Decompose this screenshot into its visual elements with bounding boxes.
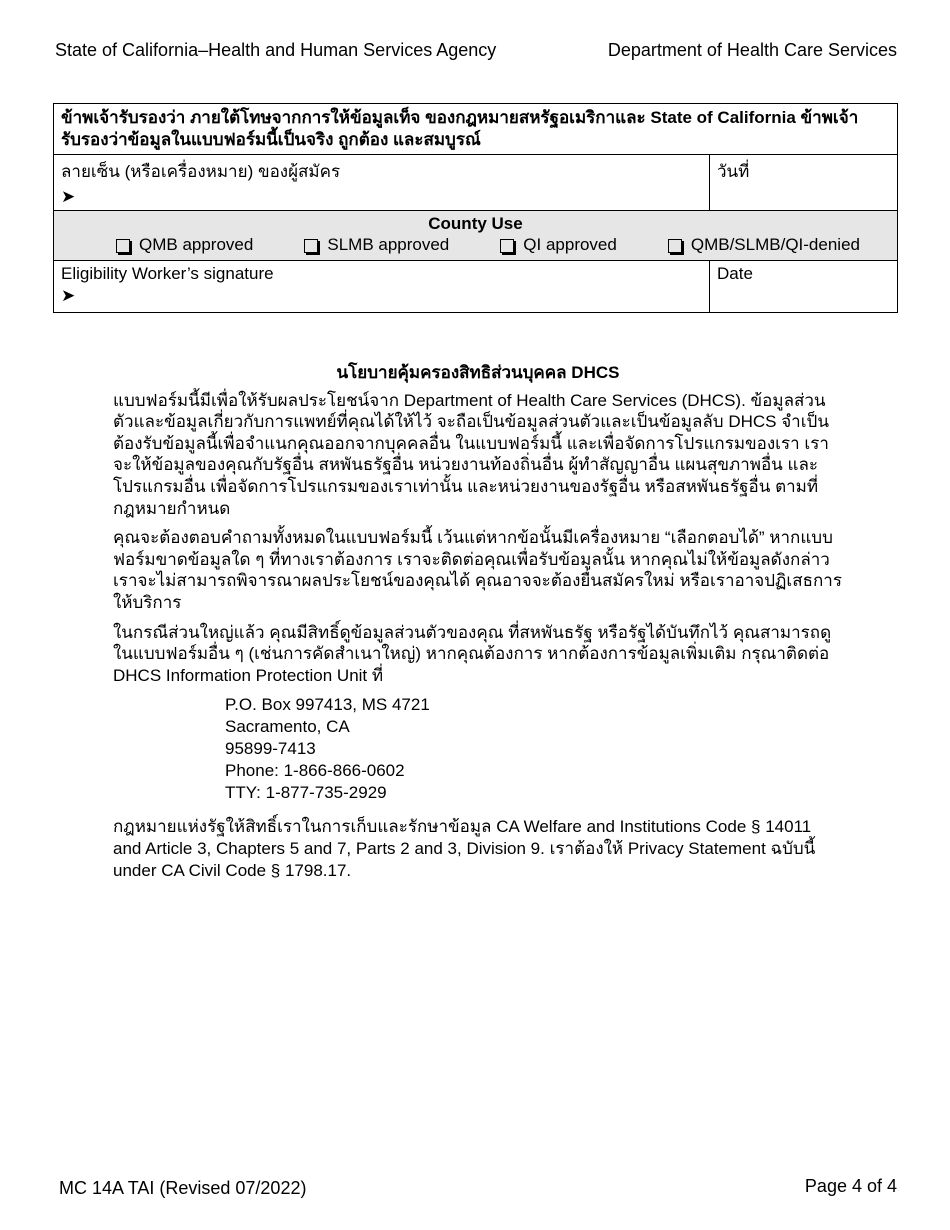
policy-paragraph: แบบฟอร์มนี้มีเพื่อให้รับผลประโยชน์จาก Department of Health Care Services (DHCS). ข้อมูลส่วนตัวและข้อมูลเกี่ยวกับการแพทย์ที่คุณได้ให้ไว้ จะถือเป็นข้อมูลส่วนตัวและเป็นข้อมูลลับ DHCS จำเป็นต้องรับข้อมูลนี้เพื่อจำแนกคุณออกจากบุคคลอื่น ในแบบฟอร์มนี้ และเพื่อจัดการโปรแกรมของเรา เราจะให้ข้อมูลของคุณกับรัฐอื่น สหพันธรัฐอื่น หน่วยงานท้องถิ่นอื่น ผู้ทำสัญญาอื่น แผนสุขภาพอื่น และโปรแกรมอื่น เพื่อจัดการโปรแกรมของเราเท่านั้น และหน่วยงานของรัฐอื่น หรือสหพันธรัฐอื่น ตามที่กฎหมายกำหนด	[113, 390, 829, 518]
phone-line: Phone: 1-866-866-0602	[225, 761, 405, 781]
address-line: P.O. Box 997413, MS 4721	[225, 695, 430, 715]
policy-paragraph: คุณจะต้องตอบคำถามทั้งหมดในแบบฟอร์มนี้ เว้นแต่หากข้อนั้นมีเครื่องหมาย “เลือกตอบได้” หากแบบฟอร์มขาดข้อมูลใด ๆ ที่ทางเราต้องการ เราจะติดต่อคุณเพื่อรับข้อมูลนั้น หากคุณไม่ให้ข้อมูลดังกล่าว เราจะไม่สามารถพิจารณาผลประโยชน์ของคุณได้ คุณอาจจะต้องยื่นสมัครใหม่ หรือเราอาจปฏิเสธการให้บริการ	[113, 528, 842, 612]
checkbox-label: SLMB approved	[327, 235, 450, 254]
checkbox-label: QI approved	[523, 235, 617, 254]
checkbox-icon	[304, 239, 318, 253]
worker-date-field[interactable]	[710, 261, 898, 313]
policy-title: นโยบายคุ้มครองสิทธิส่วนบุคคล DHCS	[336, 363, 620, 382]
applicant-date-label: วันที่	[717, 162, 750, 181]
county-use-title: County Use	[428, 214, 523, 233]
header-department: Department of Health Care Services	[607, 40, 897, 60]
applicant-date-field[interactable]	[710, 155, 898, 211]
checkbox-icon	[668, 239, 682, 253]
checkbox-icon	[116, 239, 130, 253]
worker-signature-field[interactable]	[54, 261, 710, 313]
worker-signature-label: Eligibility Worker’s signature	[61, 264, 274, 283]
checkbox-qmb-approved[interactable]	[116, 235, 253, 255]
policy-paragraph: ในกรณีส่วนใหญ่แล้ว คุณมีสิทธิ์ดูข้อมูลส่วนตัวของคุณ ที่สหพันธรัฐ หรือรัฐได้บันทึกไว้ คุณสามารถดูในแบบฟอร์มอื่น ๆ (เช่นการคัดสำเนาใหญ่) หากคุณต้องการ หากต้องการข้อมูลเพิ่มเติม กรุณาติดต่อ DHCS Information Protection Unit ที่	[113, 622, 832, 685]
privacy-policy	[113, 362, 843, 882]
checkbox-qi-approved[interactable]	[500, 235, 617, 255]
checkbox-label: QMB/SLMB/QI-denied	[690, 235, 860, 254]
checkbox-denied[interactable]	[668, 235, 860, 255]
legal-authority: กฎหมายแห่งรัฐให้สิทธิ์เราในการเก็บและรักษาข้อมูล CA Welfare and Institutions Code § 14011 and Article 3, Chapters 5 and 7, Parts 2 and 3, Division 9. เราต้องให้ Privacy Statement ฉบับนี้ under CA Civil Code § 1798.17.	[113, 817, 816, 881]
applicant-signature-field[interactable]	[54, 155, 710, 211]
county-use-section	[54, 211, 898, 261]
arrow-icon: ➤	[61, 286, 76, 305]
tty-line: TTY: 1-877-735-2929	[225, 783, 387, 803]
checkbox-label: QMB approved	[139, 235, 254, 254]
arrow-icon: ➤	[61, 187, 76, 206]
header-agency: State of California–Health and Human Services Agency	[55, 40, 497, 60]
applicant-signature-label: ลายเซ็น (หรือเครื่องหมาย) ของผู้สมัคร	[61, 162, 341, 181]
certification-statement: ข้าพเจ้ารับรองว่า ภายใต้โทษจากการให้ข้อมูลเท็จ ของกฎหมายสหรัฐอเมริกาและ State of California ข้าพเจ้ารับรองว่าข้อมูลในแบบฟอร์มนี้เป็นจริง ถูกต้อง และสมบูรณ์	[54, 104, 898, 155]
signature-form-table	[53, 103, 898, 313]
page-number: Page 4 of 4	[804, 1176, 897, 1196]
checkbox-slmb-approved[interactable]	[304, 235, 449, 255]
address-line: 95899-7413	[225, 739, 316, 759]
checkbox-icon	[500, 239, 514, 253]
address-line: Sacramento, CA	[225, 717, 350, 737]
form-number: MC 14A TAI (Revised 07/2022)	[59, 1178, 307, 1198]
worker-date-label: Date	[717, 264, 753, 283]
contact-address	[225, 694, 843, 804]
